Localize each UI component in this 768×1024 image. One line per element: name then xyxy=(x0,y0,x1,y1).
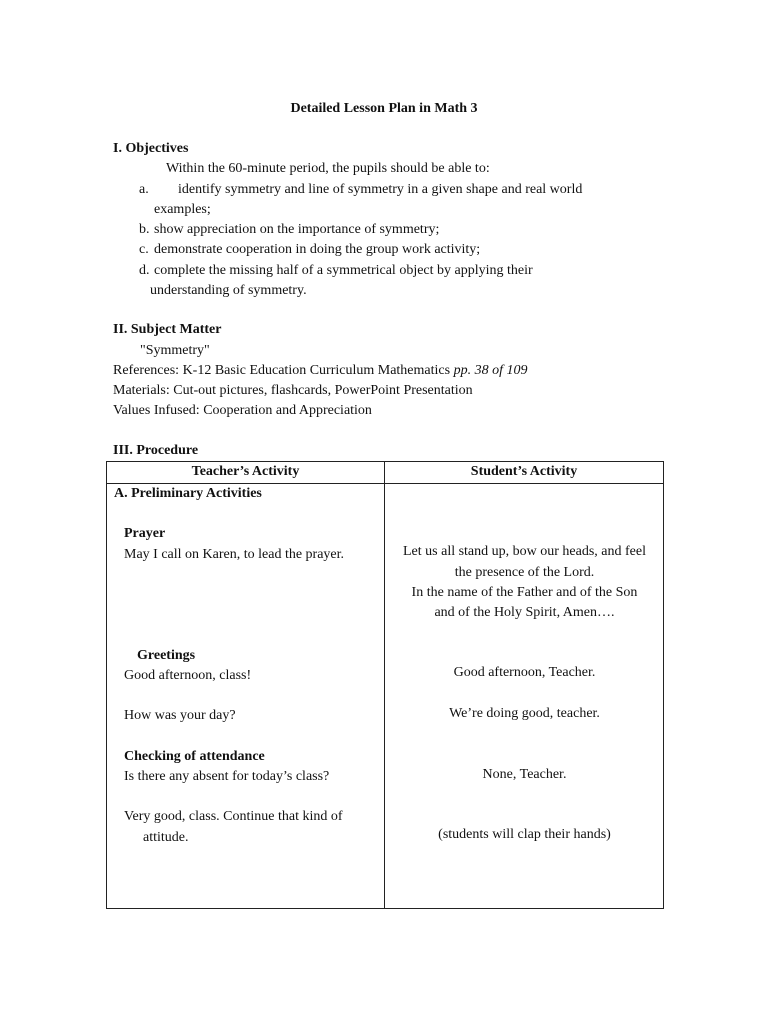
attendance-heading: Checking of attendance xyxy=(124,749,265,764)
student-attendance-reply: None, Teacher. xyxy=(482,767,567,782)
objective-c-marker: c. xyxy=(139,242,149,257)
references-line xyxy=(113,361,527,381)
procedure-table-body-row xyxy=(107,484,664,909)
teacher-greeting: Good afternoon, class! xyxy=(124,668,252,683)
document-title: Detailed Lesson Plan in Math 3 xyxy=(290,101,478,116)
student-prayer-line-4: and of the Holy Spirit, Amen…. xyxy=(434,605,615,620)
objectives-heading: I. Objectives xyxy=(113,141,189,156)
objective-a-marker: a. xyxy=(139,182,149,197)
student-greeting-reply: Good afternoon, Teacher. xyxy=(453,665,596,680)
subject-topic: "Symmetry" xyxy=(140,343,210,358)
student-activity-header: Student’s Activity xyxy=(385,462,664,484)
teacher-activity-cell xyxy=(107,484,385,909)
student-day-reply: We’re doing good, teacher. xyxy=(449,706,600,721)
objective-b-marker: b. xyxy=(139,222,150,237)
prayer-instruction: May I call on Karen, to lead the prayer. xyxy=(124,547,345,562)
teacher-day-question: How was your day? xyxy=(124,708,236,723)
teacher-activity-header: Teacher’s Activity xyxy=(107,462,385,484)
references-pages: pp. 38 of 109 xyxy=(453,363,528,378)
preliminary-activities-heading xyxy=(114,484,262,504)
procedure-table xyxy=(106,461,664,909)
preliminary-activities-text: A. Preliminary Activities xyxy=(114,486,262,501)
student-activity-cell xyxy=(385,484,664,909)
objective-d-text-cont: understanding of symmetry. xyxy=(150,283,307,298)
student-prayer-line-3: In the name of the Father and of the Son xyxy=(411,585,638,600)
objective-b-text: show appreciation on the importance of symmetry; xyxy=(154,222,440,237)
procedure-heading: III. Procedure xyxy=(113,443,199,458)
objective-a-text: identify symmetry and line of symmetry in a given shape and real world xyxy=(178,182,583,197)
objective-a-text-cont: examples; xyxy=(154,202,211,217)
attendance-question: Is there any absent for today’s class? xyxy=(124,769,330,784)
objective-d-marker: d. xyxy=(139,263,150,278)
materials-line: Materials: Cut-out pictures, flashcards, PowerPoint Presentation xyxy=(113,383,473,398)
references-label: References: K-12 Basic Education Curriculum Mathematics xyxy=(113,363,451,378)
teacher-praise: Very good, class. Continue that kind of xyxy=(124,809,343,824)
procedure-table-header-row xyxy=(107,462,664,484)
values-line: Values Infused: Cooperation and Appreciation xyxy=(113,403,372,418)
prayer-heading: Prayer xyxy=(124,526,166,541)
student-prayer-line-2: the presence of the Lord. xyxy=(454,565,595,580)
greetings-heading: Greetings xyxy=(137,648,196,663)
student-clap-note: (students will clap their hands) xyxy=(438,827,611,842)
teacher-praise-cont: attitude. xyxy=(143,830,189,845)
student-prayer-line-1: Let us all stand up, bow our heads, and feel xyxy=(403,544,646,559)
objectives-intro: Within the 60-minute period, the pupils should be able to: xyxy=(166,161,490,176)
objective-d-text: complete the missing half of a symmetrical object by applying their xyxy=(154,263,533,278)
subject-matter-heading: II. Subject Matter xyxy=(113,322,222,337)
objective-c-text: demonstrate cooperation in doing the group work activity; xyxy=(154,242,481,257)
